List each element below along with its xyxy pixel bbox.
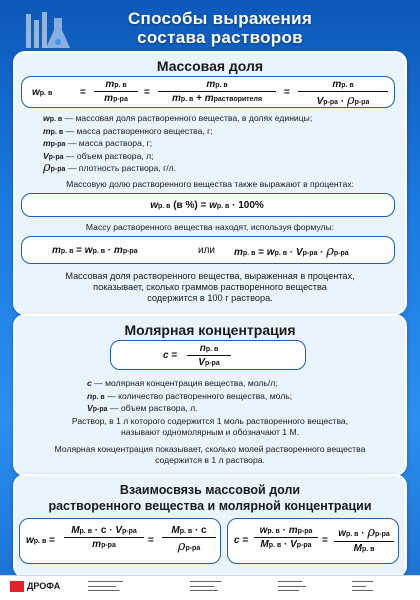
legend-row: Vр-ра — объем раствора, л.	[87, 403, 198, 413]
legend-row: c — молярная концентрация вещества, моль/л;	[87, 378, 278, 388]
footer-credits-4: ▬▬▬▬▬▬ ▬▬▬▬ ▬▬▬▬▬▬	[352, 579, 373, 592]
legend-row: mр. в — масса растворенного вещества, г;	[43, 125, 213, 136]
rel-left-eq-2: =	[148, 535, 154, 546]
relation-title: Взаимосвязь массовой доли растворенного вещества и молярной концентрации	[48, 483, 372, 513]
mass-fraction-panel	[13, 51, 407, 315]
legend-row: nр. в — количество растворенного вещества, моль;	[87, 390, 293, 401]
mf-mass-text: Массу растворенного вещества находят, используя формулы:	[85, 222, 335, 232]
molar-text-1: Раствор, в 1 л которого содержится 1 моль растворенного вещества, называют одномолярным и обозначают 1 М.	[71, 416, 349, 437]
relation-left-box	[19, 518, 221, 564]
mf-lhs: wр. в	[32, 87, 53, 98]
mass-fraction-formula-box	[21, 76, 395, 108]
relation-panel	[13, 474, 407, 578]
footer-credits-1: ▬▬▬▬▬▬▬▬▬▬ ▬▬▬▬▬▬▬▬ ▬▬▬▬▬▬▬▬▬	[88, 579, 123, 592]
mass-formula-1: mр. в = wр. в · mр-ра	[52, 245, 138, 256]
mass-fraction-title: Массовая доля	[156, 58, 264, 74]
rel-left-lhs: wр. в =	[26, 535, 55, 546]
publisher-logo: ДРОФА	[10, 581, 60, 592]
molar-lhs: c =	[163, 350, 178, 361]
legend-row: Vр-ра — объем раствора, л;	[43, 150, 154, 161]
footer	[0, 575, 420, 600]
mass-formula-2: mр. в = wр. в · Vр-ра · ρр-ра	[234, 244, 349, 259]
footer-credits-2: ▬▬▬▬▬▬▬▬▬ ▬▬▬▬▬▬▬ ▬▬▬▬▬▬▬▬	[190, 579, 222, 592]
rel-left-frac-1: Mр. в · c · Vр-ра mр-ра	[64, 525, 144, 550]
molar-legend	[87, 378, 292, 416]
title-line-1: Способы выражения	[127, 9, 313, 28]
relation-right-box	[227, 518, 399, 564]
title-line-2: состава растворов	[137, 28, 303, 47]
mf-legend	[43, 113, 312, 176]
mf-bottom-text: Массовая доля растворенного вещества, выраженная в процентах, показывает, сколько граммов растворенного вещества содержится в 100 г раствора.	[65, 271, 355, 303]
flask-decor-icon	[18, 8, 78, 56]
mf-frac-3: mр. в Vр-ра · ρр-ра	[298, 79, 388, 108]
molar-concentration-panel	[13, 314, 407, 476]
legend-row: wр. в — массовая доля растворенного вещества, в долях единицы;	[43, 113, 313, 123]
rel-right-frac-1: wр. в · mр-ра Mр. в · Vр-ра	[254, 525, 318, 550]
rel-right-frac-2: wр. в · ρр-ра Mр. в	[334, 525, 394, 554]
page-title	[80, 9, 360, 47]
publisher-logo-icon	[10, 581, 24, 592]
percent-formula-box	[21, 193, 395, 217]
footer-credits-3: ▬▬▬▬▬▬▬ ▬▬▬▬▬▬▬▬ ▬▬▬▬▬▬	[278, 579, 306, 592]
molar-formula-box	[110, 340, 306, 370]
rel-left-frac-2: Mр. в · c ρр-ра	[162, 525, 216, 554]
mf-frac-2: mр. в mр. в + mрастворителя	[158, 79, 276, 104]
mf-eq-2: =	[144, 87, 150, 98]
molar-frac: nр. в Vр-ра	[187, 343, 231, 368]
mf-eq-3: =	[284, 87, 290, 98]
molar-text-2: Молярная концентрация показывает, сколько молей растворенного вещества содержится в 1 л раствора.	[54, 444, 366, 465]
rel-right-eq-2: =	[322, 535, 328, 546]
mf-frac-1: mр. в mр-ра	[94, 79, 138, 104]
mass-formula-or: или	[198, 245, 216, 256]
mf-eq-1: =	[80, 87, 86, 98]
molar-title: Молярная концентрация	[124, 322, 296, 338]
percent-formula: wр. в (в %) = wр. в · 100%	[150, 200, 264, 211]
rel-right-lhs: c =	[234, 535, 249, 546]
mf-percent-text: Массовую долю растворенного вещества также выражают в процентах:	[66, 179, 354, 189]
legend-row: ρр-ра — плотность раствора, г/л.	[43, 160, 177, 175]
mass-formula-box	[21, 236, 395, 264]
header	[0, 0, 420, 58]
legend-row: mр-ра — масса раствора, г;	[43, 138, 153, 148]
